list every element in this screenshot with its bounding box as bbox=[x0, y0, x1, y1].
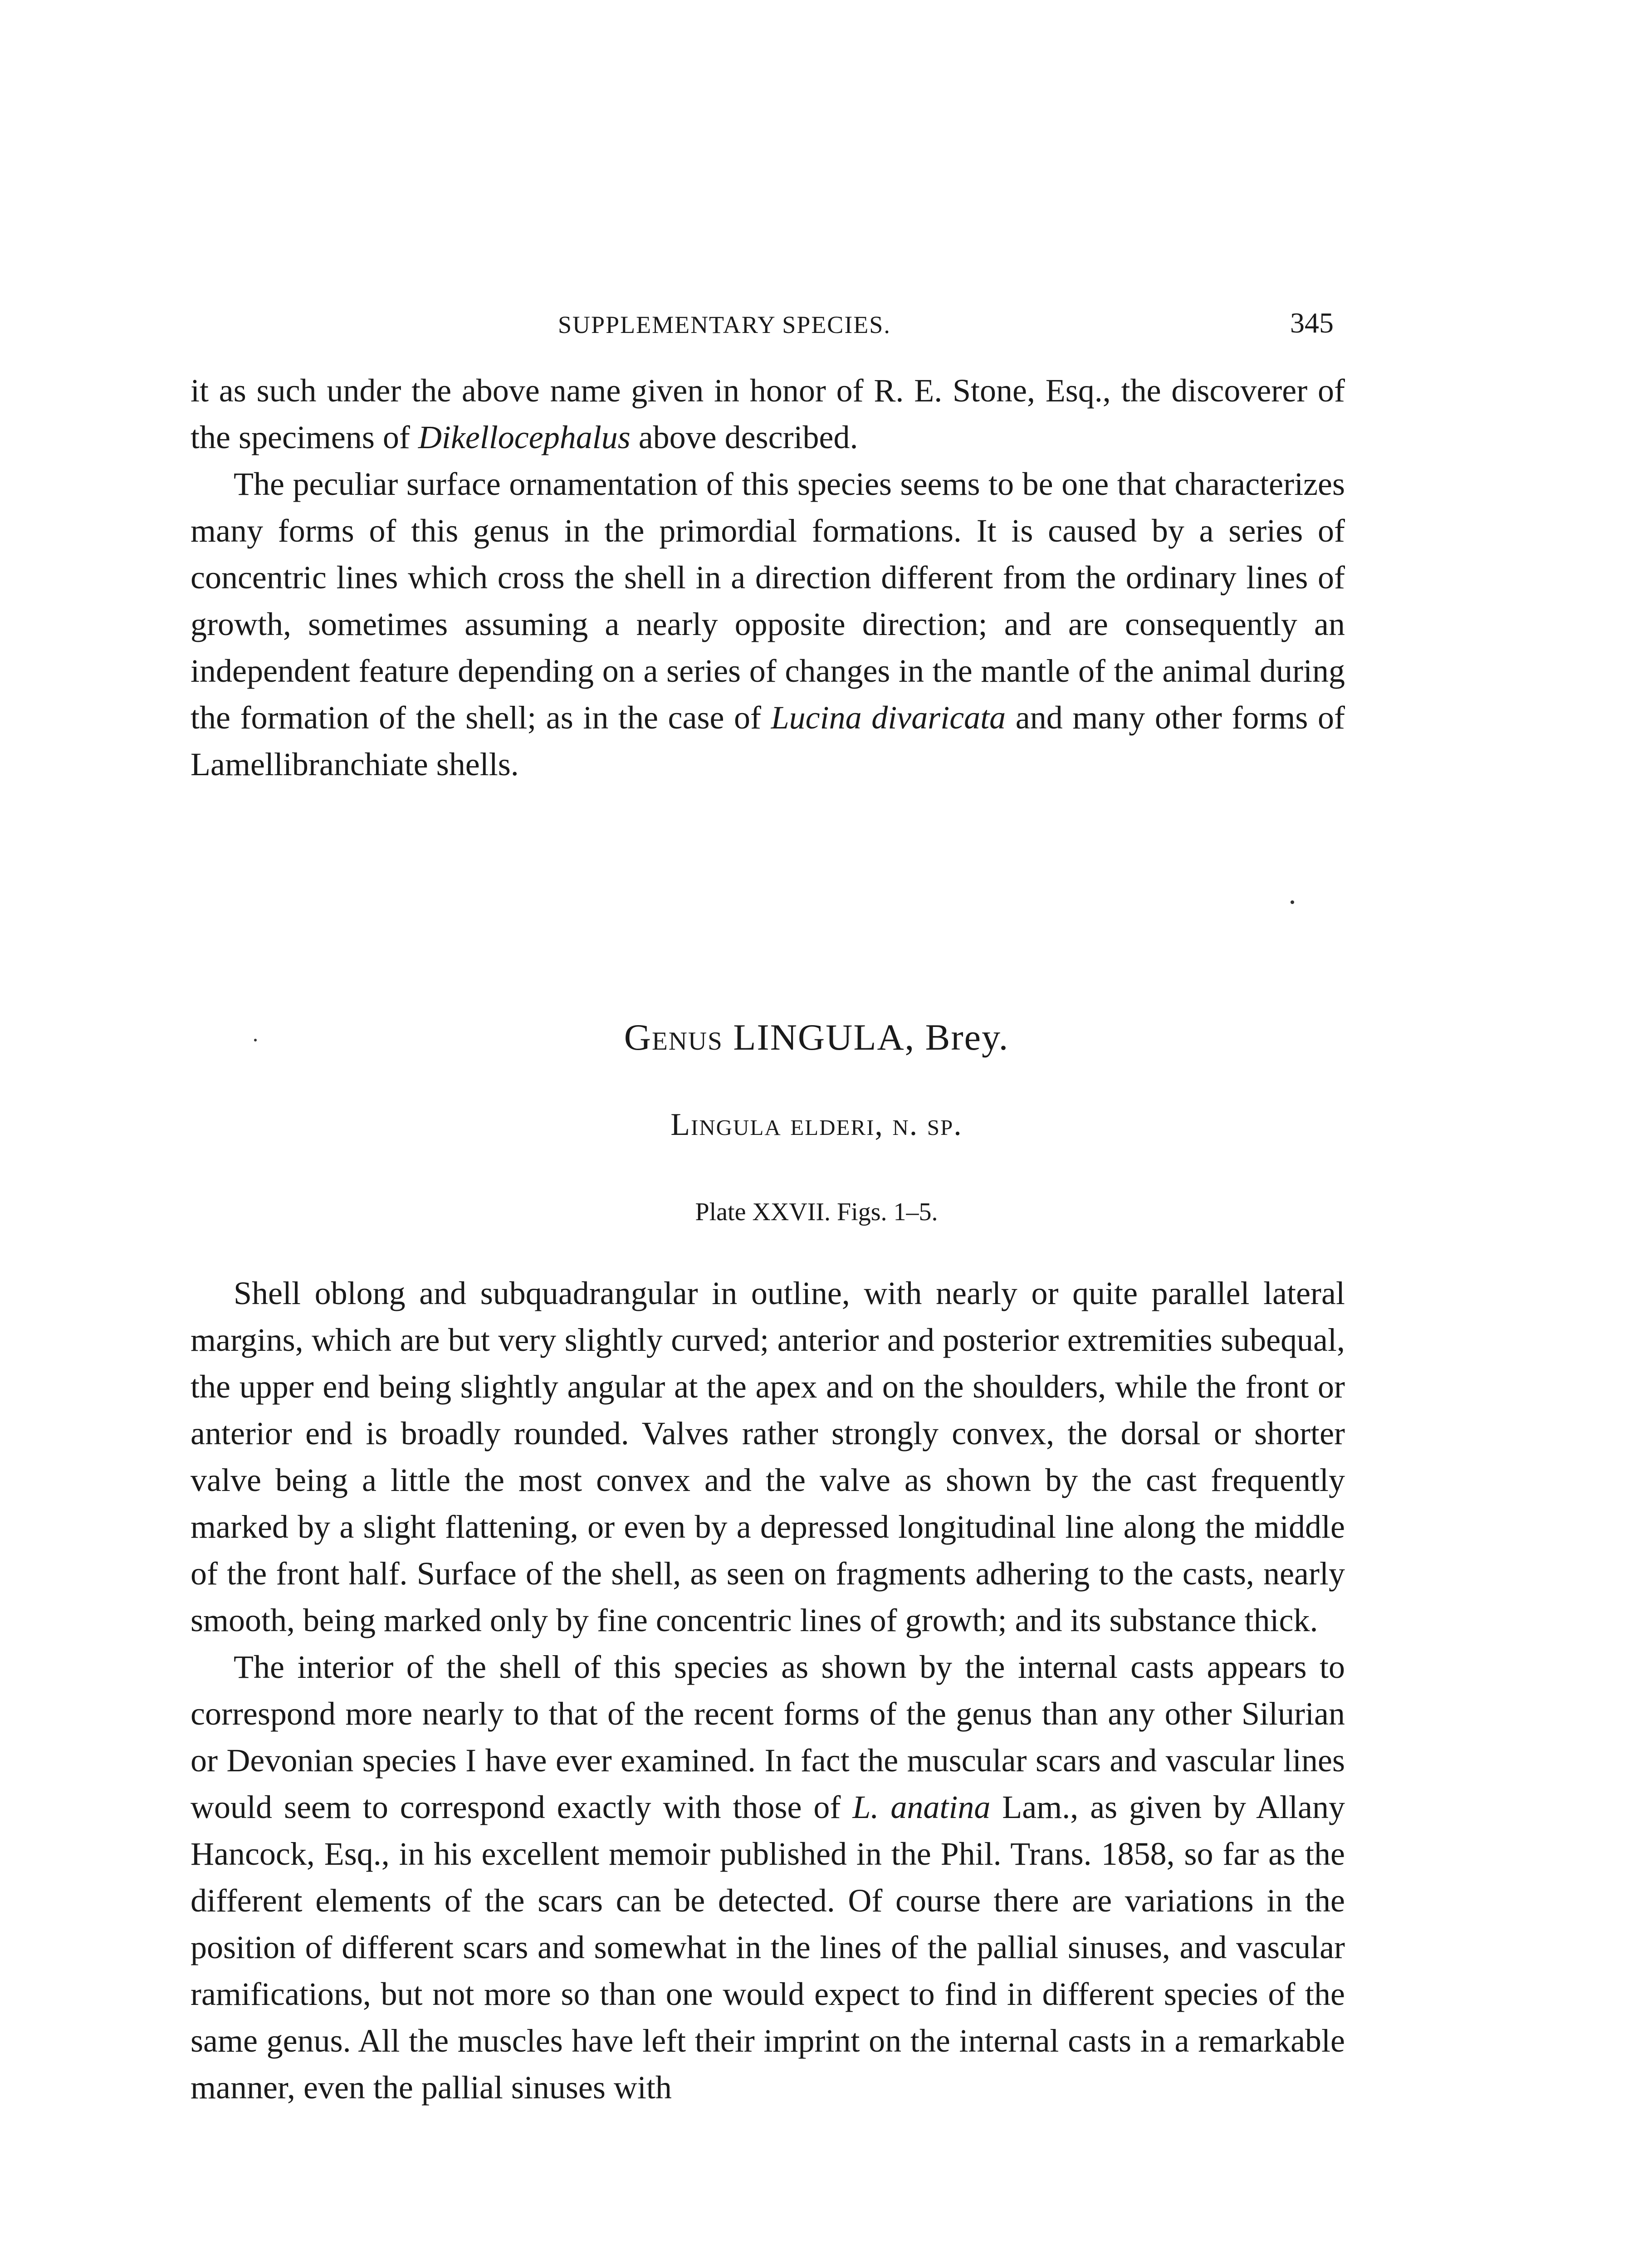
species-suffix: , n. sp. bbox=[875, 1107, 963, 1142]
species-name: Lingula elderi bbox=[670, 1107, 875, 1142]
genus-prefix: Genus bbox=[624, 1017, 723, 1058]
running-header: SUPPLEMENTARY SPECIES. bbox=[558, 311, 891, 338]
genus-heading bbox=[0, 1016, 1633, 1059]
page-number: 345 bbox=[1290, 307, 1334, 339]
description-text-block bbox=[191, 1270, 1345, 2111]
plate-reference: Plate XXVII. Figs. 1–5. bbox=[695, 1198, 938, 1226]
genus-name: LINGULA, Brey. bbox=[733, 1017, 1009, 1058]
paragraph-shell-description: Shell oblong and subquadrangular in outline, with nearly or quite parallel lateral margins, which are but very slightly curved; anterior and posterior extremities subequal, the upper end being slightly angular at the apex and on the shoulders, while the front or anterior end is broadly rounded. Valves rather strongly convex, the dorsal or shorter valve being a little the most convex and the valve as shown by the cast frequently marked by a slight flattening, or even by a depressed longitudinal line along the middle of the front half. Surface of the shell, as seen on fragments adhering to the casts, nearly smooth, being marked only by fine concentric lines of growth; and its substance thick. bbox=[191, 1275, 1345, 1638]
text-run: above described. bbox=[630, 419, 858, 455]
italic-species-name: Lucina divaricata bbox=[771, 699, 1006, 736]
text-run: The peculiar surface ornamentation of this species seems to be one that characterizes many forms of this genus in the primordial formations. It is caused by a series of concentric lines which cross the shell in a direction different from the ordinary lines of growth, sometimes assuming a nearly opposite direction; and are consequently an independent feature depending on a series of changes in the mantle of the animal during the formation of the shell; as in the case of bbox=[191, 466, 1345, 736]
print-speck bbox=[254, 1039, 257, 1041]
print-speck bbox=[1291, 900, 1294, 904]
italic-species-name: L. anatina bbox=[852, 1789, 991, 1825]
paragraph-ornamentation bbox=[191, 461, 1345, 788]
italic-genus-name: Dikellocephalus bbox=[418, 419, 631, 455]
continued-text-block bbox=[191, 367, 1345, 788]
text-run: and many other forms of Lamellibranchiate shells. bbox=[191, 699, 1345, 782]
paragraph-continuation bbox=[191, 367, 1345, 461]
species-heading bbox=[0, 1107, 1633, 1143]
text-run: The interior of the shell of this species as shown by the internal casts appears to correspond more nearly to that of the recent forms of the genus than any other Silurian or Devonian species I have ever examined. In fact the muscular scars and vascular lines would seem to correspond exactly with those of bbox=[191, 1649, 1345, 1825]
text-run: Lam., as given by Allany Hancock, Esq., in his excellent memoir published in the Phil. Trans. 1858, so far as the different elements of the scars can be detected. Of course there are variations in the position of different scars and somewhat in the lines of the pallial sinuses, and vascular ramifications, but not more so than one would expect to find in different species of the same genus. All the muscles have left their imprint on the internal casts in a remarkable manner, even the pallial sinuses with bbox=[191, 1789, 1345, 2106]
text-run: it as such under the above name given in honor of R. E. Stone, Esq., the discoverer of the specimens of bbox=[191, 372, 1345, 455]
paragraph-interior-description bbox=[191, 1644, 1345, 2111]
